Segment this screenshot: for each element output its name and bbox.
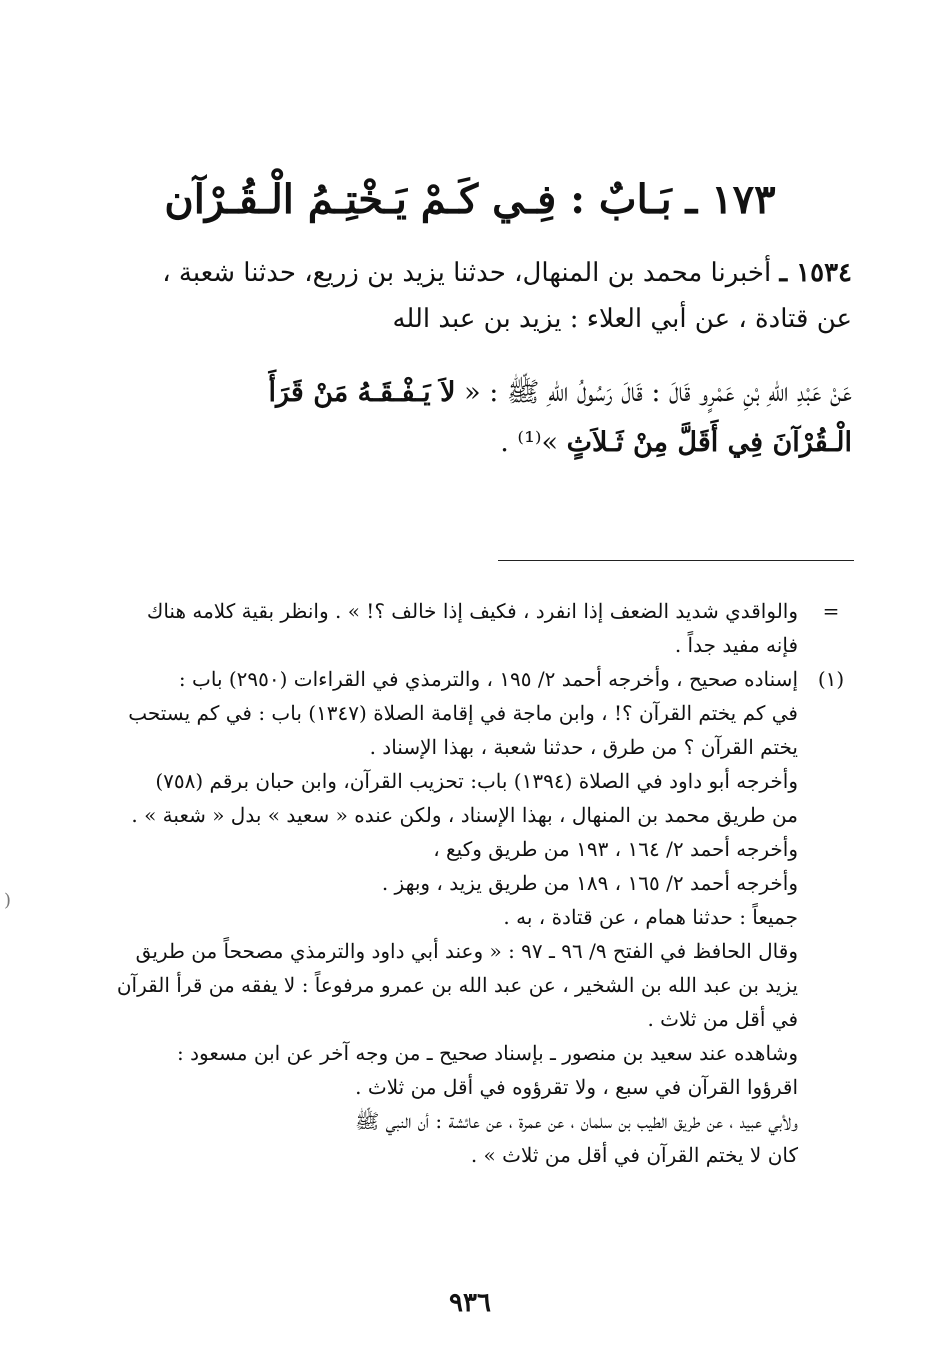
footnote-1 bbox=[66, 662, 856, 1172]
matn-end: »⁽¹⁾ . bbox=[500, 427, 559, 458]
footnote-line: من طريق محمد بن المنهال ، بهذا الإسناد ، ولكن عنده « سعيد » بدل « شعبة » . bbox=[131, 803, 798, 827]
footnote-line: ولأبي عبيد ، عن طريق الطيب بن سلمان ، عن عمرة ، عن عائشة : أن النبي ﷺ bbox=[355, 1109, 798, 1133]
footnote-line: إسناده صحيح ، وأخرجه أحمد ٢/ ١٩٥ ، والترمذي في القراءات (٢٩٥٠) باب : bbox=[178, 667, 798, 691]
footnote-line: جميعاً : حدثنا همام ، عن قتادة ، به . bbox=[503, 905, 798, 929]
footnote-line: وأخرجه أحمد ٢/ ١٦٤ ، ١٩٣ من طريق وكيع ، bbox=[433, 837, 798, 861]
footnote-line: يختم القرآن ؟ من طرق ، حدثنا شعبة ، بهذا الإسناد . bbox=[369, 735, 798, 759]
margin-mark: ) bbox=[4, 890, 12, 911]
footnote-continuation bbox=[66, 594, 856, 662]
footnote-line: في أقل من ثلاث . bbox=[647, 1007, 798, 1031]
footnote-line: يزيد بن عبد الله بن الشخير ، عن عبد الله بن عمرو مرفوعاً : لا يفقه من قرأ القرآن bbox=[116, 973, 798, 997]
footnote-mark: = bbox=[822, 599, 840, 623]
isnad-line-1-text: أخبرنا محمد بن المنهال، حدثنا يزيد بن زريع، حدثنا شعبة ، bbox=[162, 258, 772, 288]
matn-quote-1: لاَ يَـفْـقَـهُ مَنْ قَرَأَ bbox=[268, 377, 456, 408]
isnad-line-2: عن قتادة ، عن أبي العلاء : يزيد بن عبد الله bbox=[392, 304, 852, 334]
chapter-title: ١٧٣ ـ بَـابٌ : فِـي كَـمْ يَـخْتِـمُ الْـقُـرْآن bbox=[164, 176, 776, 223]
footnote-line: وقال الحافظ في الفتح ٩/ ٩٦ ـ ٩٧ : « وعند أبي داود والترمذي مصححاً من طريق bbox=[135, 939, 798, 963]
footnote-line: اقرؤوا القرآن في سبع ، ولا تقرؤوه في أقل من ثلاث . bbox=[355, 1075, 798, 1099]
page-number: ٩٣٦ bbox=[449, 1288, 491, 1318]
hadith-matn bbox=[82, 368, 852, 468]
footnote-line: فإنه مفيد جداً . bbox=[674, 633, 798, 657]
footnotes bbox=[66, 594, 856, 1172]
matn-quote-2: الْـقُرْآنَ فِي أَقَلَّ مِنْ ثَـلاَثٍ bbox=[566, 427, 852, 458]
footnote-line: والواقدي شديد الضعف إذا انفرد ، فكيف إذا خالف ؟! » . وانظر بقية كلامه هناك bbox=[146, 599, 798, 623]
matn-intro: عَنْ عَبْدِ اللهِ بْنِ عَمْرٍو قَالَ : قَالَ رَسُولُ اللهِ ﷺ : « bbox=[464, 377, 852, 408]
isnad-line-1 bbox=[82, 250, 852, 296]
footnote-line: وشاهده عند سعيد بن منصور ـ بإسناد صحيح ـ من وجه آخر عن ابن مسعود : bbox=[176, 1041, 798, 1065]
hadith-isnad bbox=[82, 250, 852, 342]
footnote-line: كان لا يختم القرآن في أقل من ثلاث » . bbox=[470, 1143, 798, 1167]
footnote-line: في كم يختم القرآن ؟! ، وابن ماجة في إقامة الصلاة (١٣٤٧) باب : في كم يستحب bbox=[128, 701, 798, 725]
matn-line-2 bbox=[82, 418, 852, 468]
footnote-separator bbox=[498, 560, 854, 561]
matn-line-1 bbox=[82, 368, 852, 418]
hadith-number: ١٥٣٤ ـ bbox=[779, 258, 852, 288]
footnote-line: وأخرجه أحمد ٢/ ١٦٥ ، ١٨٩ من طريق يزيد ، وبهز . bbox=[381, 871, 798, 895]
footnote-mark: (١) bbox=[817, 667, 845, 691]
footnote-line: وأخرجه أبو داود في الصلاة (١٣٩٤) باب: تحزيب القرآن، وابن حبان برقم (٧٥٨) bbox=[155, 769, 798, 793]
